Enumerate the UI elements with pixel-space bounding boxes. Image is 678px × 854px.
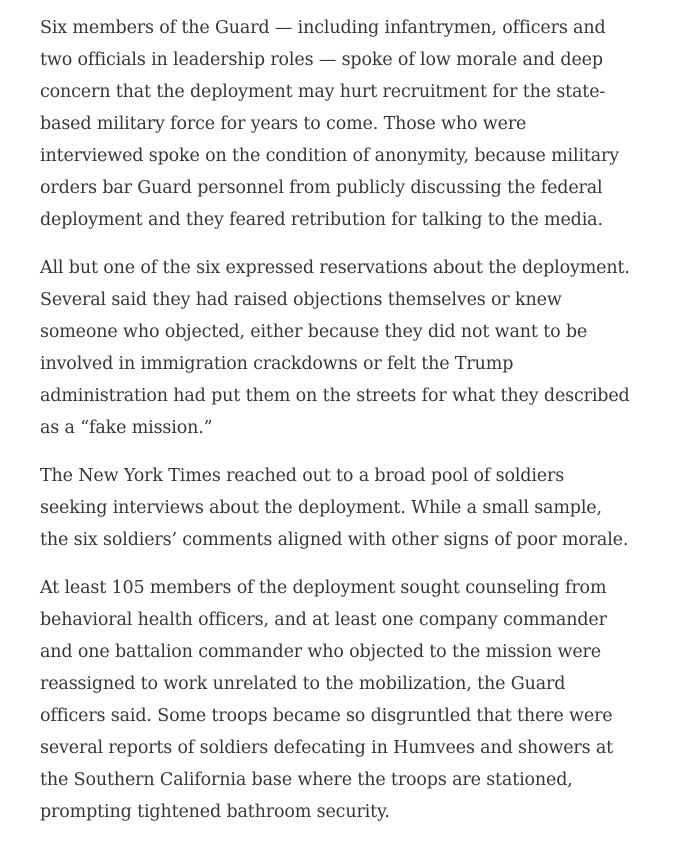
text-line: seeking interviews about the deployment. While a small sample,	[40, 498, 602, 518]
text-line: as a “fake mission.”	[40, 418, 213, 438]
text-line: Six members of the Guard — including infantrymen, officers and	[40, 18, 606, 38]
text-line: involved in immigration crackdowns or felt the Trump	[40, 354, 514, 374]
text-line: and one battalion commander who objected to the mission were	[40, 642, 601, 662]
text-line: administration had put them on the streets for what they described	[40, 386, 630, 406]
text-line: several reports of soldiers defecating in Humvees and showers at	[40, 738, 614, 758]
text-line: interviewed spoke on the condition of anonymity, because military	[40, 146, 620, 166]
text-line: prompting tightened bathroom security.	[40, 802, 390, 822]
paragraph-4	[40, 572, 648, 828]
text-line: concern that the deployment may hurt recruitment for the state-	[40, 82, 606, 102]
text-line: two officials in leadership roles — spoke of low morale and deep	[40, 50, 603, 70]
text-line: The New York Times reached out to a broad pool of soldiers	[40, 466, 565, 486]
text-line: based military force for years to come. Those who were	[40, 114, 527, 134]
paragraph-1	[40, 12, 648, 236]
text-line: behavioral health officers, and at least one company commander	[40, 610, 607, 630]
text-line: the six soldiers’ comments aligned with other signs of poor morale.	[40, 530, 629, 550]
paragraph-2	[40, 252, 648, 444]
text-line: reassigned to work unrelated to the mobilization, the Guard	[40, 674, 566, 694]
text-line: All but one of the six expressed reservations about the deployment.	[40, 258, 630, 278]
text-line: deployment and they feared retribution for talking to the media.	[40, 210, 603, 230]
text-line: officers said. Some troops became so disgruntled that there were	[40, 706, 613, 726]
text-line: someone who objected, either because they did not want to be	[40, 322, 588, 342]
paragraph-3	[40, 460, 648, 556]
text-line: Several said they had raised objections themselves or knew	[40, 290, 562, 310]
text-line: the Southern California base where the troops are stationed,	[40, 770, 573, 790]
text-line: At least 105 members of the deployment sought counseling from	[40, 578, 607, 598]
text-line: orders bar Guard personnel from publicly discussing the federal	[40, 178, 603, 198]
